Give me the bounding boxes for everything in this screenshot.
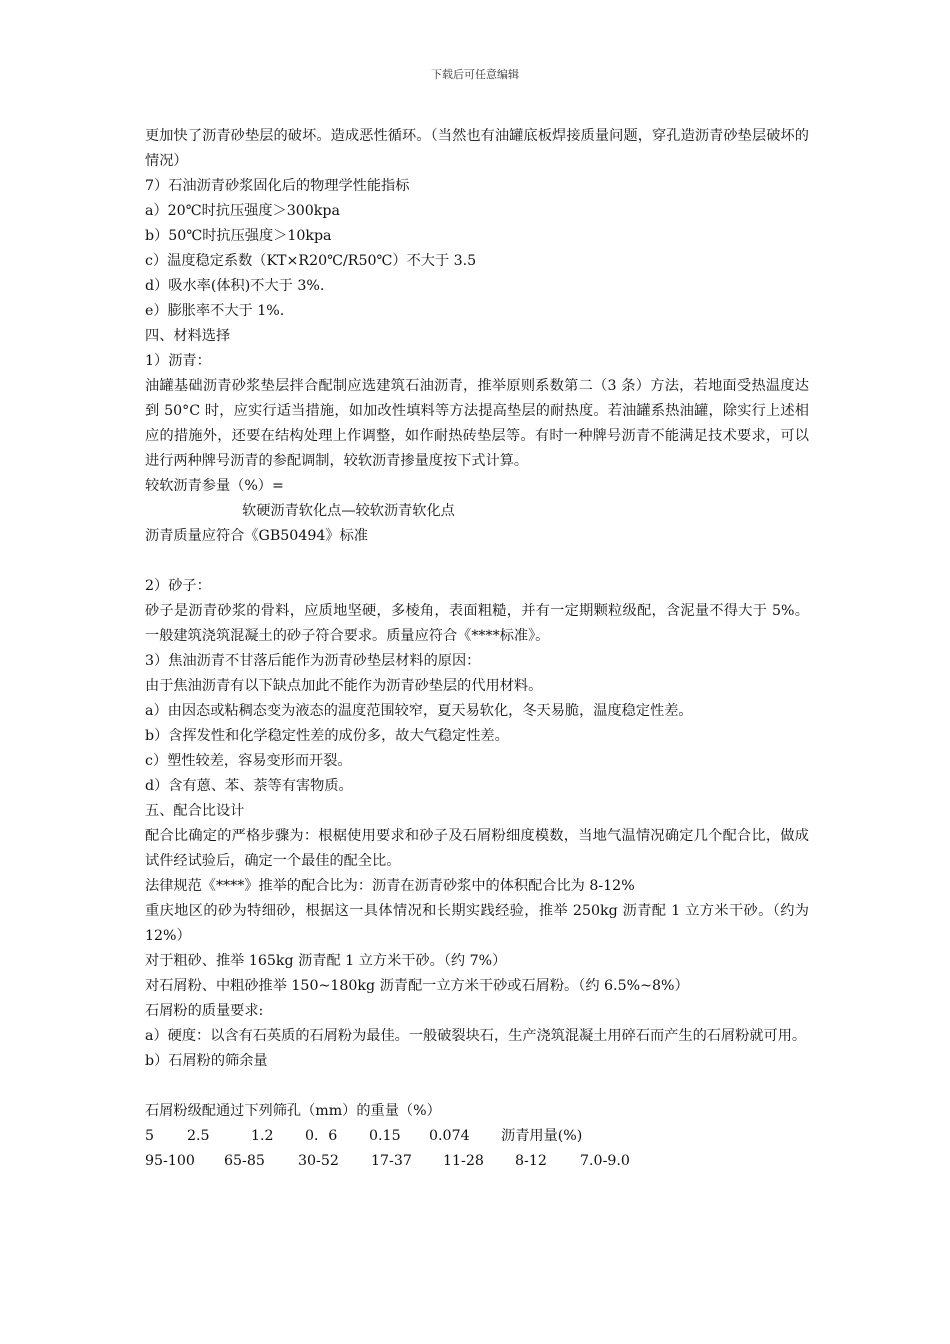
table-cell: 0．6 bbox=[305, 1128, 338, 1144]
table-cell: 沥青用量(%) bbox=[501, 1128, 583, 1144]
page-header: 下载后可任意编辑 bbox=[431, 68, 519, 81]
paragraph-intro: 更加快了沥青砂垫层的破坏。造成恶性循环。（当然也有油罐底板焊接质量问题，穿孔造沥青砂垫层破坏的情况） bbox=[145, 128, 809, 169]
list-item: a）硬度：以含有石英质的石屑粉为最佳。一般破裂块石，生产浇筑混凝土用碎石而产生的石屑粉就可用。 bbox=[145, 1028, 807, 1044]
blank-line bbox=[145, 549, 809, 574]
paragraph-mix-steps: 配合比确定的严格步骤为：根椐使用要求和砂子及石屑粉细度模数，当地气温情况确定几个配合比，做成试件经试验后，确定一个最佳的配全比。 bbox=[145, 828, 809, 869]
table-cell: 7.0-9.0 bbox=[580, 1153, 630, 1169]
paragraph-tar: 由于焦油沥青有以下缺点加此不能作为沥青砂垫层的代用材料。 bbox=[145, 678, 543, 694]
list-item: b）50℃时抗压强度＞10kpa bbox=[145, 228, 332, 244]
list-item: d）含有蒽、苯、萘等有害物质。 bbox=[145, 778, 353, 794]
blank-line bbox=[145, 1074, 809, 1099]
table-cell: 95-100 bbox=[145, 1153, 195, 1169]
list-item: e）膨胀率不大于 1%. bbox=[145, 303, 285, 319]
paragraph-stone-powder: 对石屑粉、中粗砂推举 150~180kg 沥青配一立方米干砂或石屑粉。（约 6.5%~8%） bbox=[145, 978, 689, 994]
table-cell: 65-85 bbox=[224, 1153, 265, 1169]
paragraph-chongqing: 重庆地区的砂为特细砂，根据这一具体情况和长期实践经验，推举 250kg 沥青配 1 立方米干砂。（约为 12%） bbox=[145, 903, 809, 944]
list-item: a）20℃时抗压强度＞300kpa bbox=[145, 203, 340, 219]
list-item: d）吸水率(体积)不大于 3%. bbox=[145, 278, 325, 294]
heading-physical-indicators: 7）石油沥青砂浆固化后的物理学性能指标 bbox=[145, 178, 410, 194]
table-caption: 石屑粉级配通过下列筛孔（mm）的重量（%） bbox=[145, 1103, 441, 1119]
paragraph-asphalt: 油罐基础沥青砂浆垫层拌合配制应选建筑石油沥青，推举原则系数第二（3 条）方法，若地面受热温度达到 50°C 时，应实行适当措施，如加改性填料等方法提高垫层的耐热度。若油罐系热油罐，除实行上述相应的措施外，还要在结构处理上作调整，如作耐热砖垫层等。有时一种牌号沥青不能满足技术要求，可以进行两种牌号沥青的参配调制，较软沥青掺量度按下式计算。 bbox=[145, 378, 809, 469]
table-cell: 2.5 bbox=[187, 1128, 210, 1144]
table-cell: 8-12 bbox=[515, 1153, 547, 1169]
section-heading-mix-design: 五、配合比设计 bbox=[145, 803, 245, 819]
formula-numerator: 软硬沥青软化点—较软沥青软化点 bbox=[242, 503, 455, 519]
table-cell: 0.074 bbox=[429, 1128, 470, 1144]
subheading-sand: 2）砂子： bbox=[145, 578, 211, 594]
section-heading-materials: 四、材料选择 bbox=[145, 328, 231, 344]
table-header-row bbox=[145, 1124, 809, 1149]
list-item: c）温度稳定系数（KT×R20℃/R50℃）不大于 3.5 bbox=[145, 253, 477, 269]
list-item: b）含挥发性和化学稳定性差的成份多，故大气稳定性差。 bbox=[145, 728, 509, 744]
list-item: b）石屑粉的筛余量 bbox=[145, 1053, 268, 1069]
table-row bbox=[145, 1149, 809, 1174]
subheading-asphalt: 1）沥青： bbox=[145, 353, 211, 369]
subheading-stone-quality: 石屑粉的质量要求: bbox=[145, 1003, 264, 1019]
list-item: a）由因态或粘稠态变为液态的温度范围较窄，夏天易软化，冬天易脆，温度稳定性差。 bbox=[145, 703, 693, 719]
paragraph-mix-ratio: 法律规范《****》推举的配合比为：沥青在沥青砂浆中的体积配合比为 8-12% bbox=[145, 878, 635, 894]
table-cell: 30-52 bbox=[298, 1153, 339, 1169]
paragraph-sand: 砂子是沥青砂浆的骨料，应质地坚硬，多棱角，表面粗糙，并有一定期颗粒级配，含泥量不得大于 5%。一般建筑浇筑混凝土的砂子符合要求。质量应符合《****标准》。 bbox=[145, 603, 809, 644]
formula-label: 较软沥青参量（%）= bbox=[145, 478, 284, 494]
table-cell: 0.15 bbox=[369, 1128, 401, 1144]
paragraph-coarse-sand: 对于粗砂、推举 165kg 沥青配 1 立方米干砂。（约 7%） bbox=[145, 953, 507, 969]
asphalt-standard: 沥青质量应符合《GB50494》标准 bbox=[145, 528, 368, 544]
table-cell: 1.2 bbox=[251, 1128, 274, 1144]
table-cell: 17-37 bbox=[371, 1153, 412, 1169]
document-body bbox=[145, 124, 809, 1174]
table-cell: 11-28 bbox=[443, 1153, 484, 1169]
subheading-tar: 3）焦油沥青不甘落后能作为沥青砂垫层材料的原因： bbox=[145, 653, 481, 669]
list-item: c）塑性较差，容易变形而开裂。 bbox=[145, 753, 352, 769]
table-cell: 5 bbox=[145, 1128, 155, 1144]
